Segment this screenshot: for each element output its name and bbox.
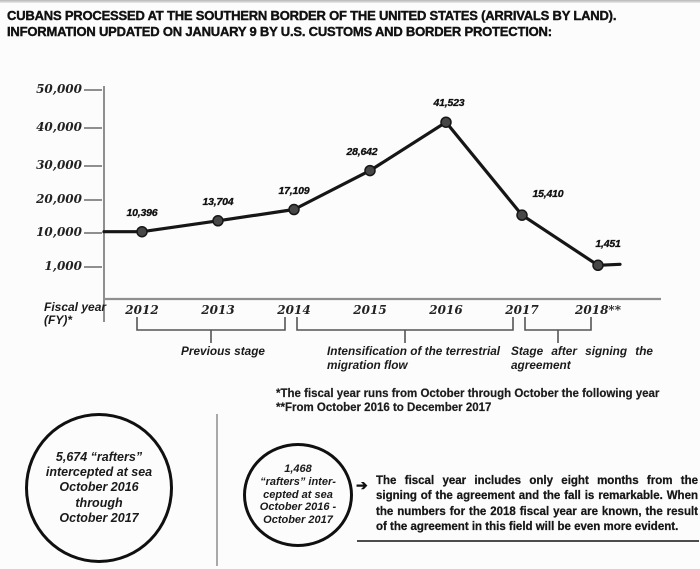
rafters-circle-small	[243, 443, 353, 547]
circle-large-line: October 2016	[59, 480, 139, 495]
x-axis-title-line2: (FY)*	[44, 312, 72, 327]
data-point-label: 28,642	[346, 145, 378, 158]
circle-large-line: intercepted at sea	[45, 465, 153, 480]
footnote-2018-range: **From October 2016 to December 2017	[276, 402, 492, 414]
data-point	[137, 227, 147, 237]
stage-label: Intensification of the terrestrial migration flow	[327, 344, 501, 372]
x-tick-label: 2017	[505, 303, 539, 317]
data-point-label: 13,704	[202, 195, 234, 208]
stage-bracket	[297, 317, 513, 330]
data-point-label: 17,109	[278, 184, 310, 197]
circle-small-line: October 2016 -	[259, 501, 337, 514]
data-point	[213, 216, 223, 226]
y-tick-label: 10,000	[36, 225, 82, 239]
data-point-label: 1,451	[595, 238, 621, 251]
circle-small-line: cepted at sea	[263, 488, 333, 501]
circle-large-line: October 2017	[59, 510, 139, 525]
y-tick-label: 40,000	[36, 120, 82, 134]
x-axis-title	[44, 301, 114, 326]
page-title-line2: INFORMATION UPDATED ON JANUARY 9 BY U.S. CUSTOMS AND BORDER PROTECTION:	[7, 24, 552, 39]
y-tick-label: 50,000	[36, 82, 82, 96]
y-tick-label: 30,000	[36, 158, 82, 172]
circle-small-line: “rafters” inter-	[260, 475, 336, 488]
circle-large-line: through	[75, 495, 123, 510]
footnote-fiscal-year: *The fiscal year runs from October through October the following year	[276, 388, 660, 400]
data-point	[441, 117, 451, 127]
circle-small-line: 1,468	[284, 463, 312, 475]
data-point-label: 10,396	[126, 206, 158, 219]
x-tick-label: 2016	[429, 303, 463, 317]
x-tick-label: 2014	[277, 303, 311, 317]
x-tick-label: 2015	[353, 303, 387, 317]
stage-label: Stage after signing the agreement	[511, 344, 653, 372]
stage-bracket	[525, 317, 591, 330]
rafters-circle-large	[25, 413, 173, 563]
y-tick-label: 20,000	[36, 192, 82, 206]
stage-bracket	[137, 317, 285, 330]
data-point-label: 15,410	[532, 188, 564, 201]
right-arrow-icon: ➔	[356, 477, 368, 493]
vertical-divider	[216, 414, 218, 566]
y-tick-label: 1,000	[44, 259, 82, 273]
data-point	[289, 205, 299, 215]
data-point	[365, 166, 375, 176]
data-point	[593, 260, 603, 270]
x-axis-title-line1: Fiscal year	[44, 300, 107, 314]
note-text: The fiscal year includes only eight months from the signing of the agreement and the fall is remarkable. When the numbers for the 2018 fiscal year are known, the result of the agreement in this field will be even more evident.	[376, 475, 698, 533]
x-tick-label: 2018**	[575, 303, 621, 317]
data-point-label: 41,523	[433, 97, 465, 110]
x-tick-label: 2013	[201, 303, 235, 317]
data-point	[517, 210, 527, 220]
page-title-line1: CUBANS PROCESSED AT THE SOUTHERN BORDER OF THE UNITED STATES (ARRIVALS BY LAND).	[7, 8, 617, 23]
stage-label: Previous stage	[181, 344, 265, 358]
circle-small-line: October 2017	[263, 514, 333, 527]
circle-large-line: 5,674 “rafters”	[55, 449, 143, 464]
note-underline	[357, 540, 699, 542]
footnotes	[276, 387, 676, 415]
x-tick-label: 2012	[125, 303, 159, 317]
